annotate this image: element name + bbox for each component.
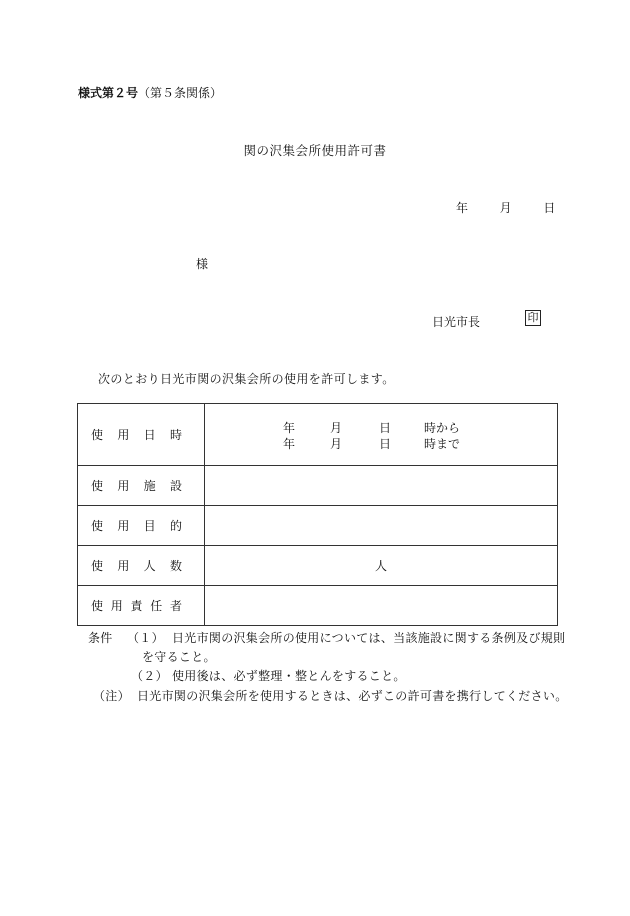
form-relation: （第５条関係）: [138, 86, 223, 100]
date-day-label: 日: [543, 201, 556, 215]
note-label: （注）: [93, 689, 130, 703]
permit-table: [77, 403, 558, 626]
table-row-manager: [78, 586, 558, 626]
label-datetime: 使 用 日 時: [78, 404, 205, 466]
form-number: 様式第２号: [78, 86, 139, 100]
condition-2-number: （２）: [131, 669, 168, 683]
label-purpose: 使 用 目 的: [78, 506, 205, 546]
condition-1-text-cont: を守ること。: [142, 650, 216, 664]
issue-date: [456, 199, 555, 216]
people-unit: 人: [374, 559, 387, 573]
label-facility: 使 用 施 設: [78, 466, 205, 506]
date-month-label: 月: [499, 201, 512, 215]
table-row-facility: [78, 466, 558, 506]
table-row-purpose: [78, 506, 558, 546]
condition-1-text: 日光市関の沢集会所の使用については、当該施設に関する条例及び規則: [172, 631, 566, 645]
label-people: 使 用 人 数: [78, 546, 205, 586]
conditions-label: 条件: [88, 631, 113, 645]
document-title: 関の沢集会所使用許可書: [243, 143, 387, 158]
recipient-suffix: 様: [196, 257, 209, 271]
table-row-datetime: [78, 404, 558, 466]
date-year-label: 年: [456, 201, 469, 215]
purpose-field[interactable]: [205, 506, 558, 546]
datetime-field[interactable]: 年 月 日 時から 年 月 日 時まで: [205, 404, 558, 466]
label-manager: 使 用 責 任 者: [78, 586, 205, 626]
issuer-title: 日光市長: [432, 315, 481, 329]
condition-1-number: （１）: [127, 631, 164, 645]
people-field[interactable]: [205, 546, 558, 586]
manager-field[interactable]: [205, 586, 558, 626]
condition-2-text: 使用後は、必ず整理・整とんをすること。: [172, 669, 406, 683]
form-number-line: [78, 84, 222, 101]
seal-mark: 印: [525, 310, 541, 326]
intro-text: 次のとおり日光市関の沢集会所の使用を許可します。: [98, 372, 395, 386]
table-row-people: [78, 546, 558, 586]
note-text: 日光市関の沢集会所を使用するときは、必ずこの許可書を携行してください。: [137, 689, 568, 703]
facility-field[interactable]: [205, 466, 558, 506]
